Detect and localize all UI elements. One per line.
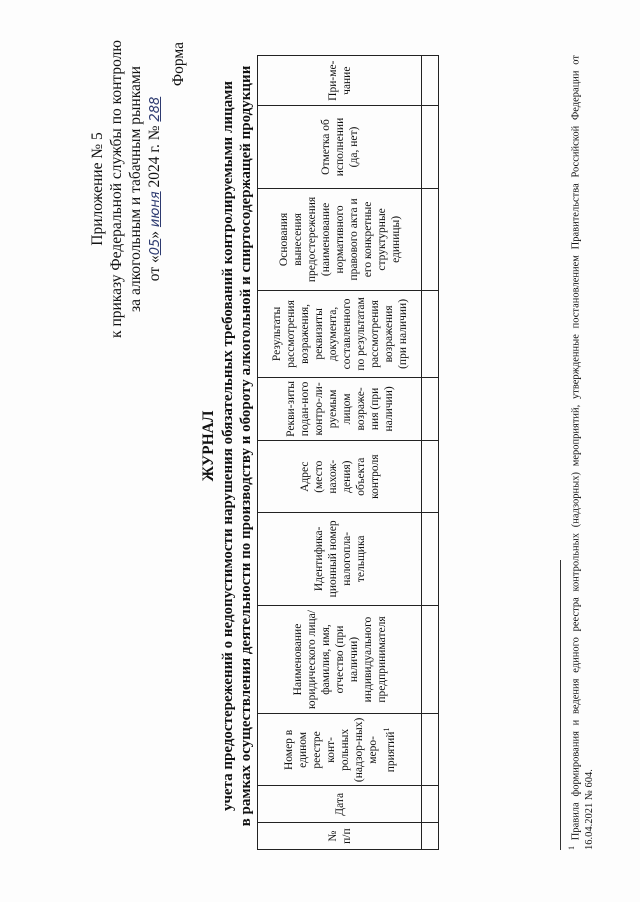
footnote-mark: 1 — [567, 846, 576, 850]
col-date: Дата — [258, 786, 422, 823]
footnote-text: Правила формирования и ведения единого реестра контрольных (надзорных) мероприятий, утвержденные постановлением Правительства Российской Федерации от 16.04.2021 № 604. — [570, 55, 595, 850]
col-entity-name: Наименование юридического лица/фамилия, имя, отчество (при наличии) индивидуального предпринимателя — [258, 605, 422, 714]
table-cell — [422, 56, 439, 106]
journal-title — [200, 30, 255, 862]
col-address: Адрес (место нахож-дения) объекта контроля — [258, 441, 422, 513]
table-cell — [422, 377, 439, 441]
date-suffix: 2024 г. № — [146, 121, 163, 192]
journal-title-main: ЖУРНАЛ — [200, 410, 217, 482]
form-label: Форма — [170, 42, 187, 87]
handwritten-month: июня — [148, 191, 163, 228]
appendix-number: Приложение № 5 — [89, 132, 106, 246]
handwritten-number: 288 — [148, 96, 163, 122]
col-grounds: Основания вынесения предостережения (наименование нормативного правового акта и его конкретные структурные единицы) — [258, 188, 422, 291]
col-inn: Идентифика-ционный номер налогопла-тельщика — [258, 513, 422, 605]
table-cell — [422, 106, 439, 188]
table-cell — [422, 605, 439, 714]
appendix-agency-line: за алкогольным и табачным рынками — [127, 66, 144, 312]
table-cell — [422, 513, 439, 605]
col-number: № п/п — [258, 823, 422, 850]
table-row — [422, 56, 439, 850]
col-execution-mark: Отметка об исполнении (да, нет) — [258, 106, 422, 188]
table-header-row — [258, 56, 422, 850]
col-registry-number: Номер в едином реестре конт-рольных (надзор-ных) меро-приятий$^1$ — [258, 714, 422, 786]
date-mid: » — [146, 227, 163, 239]
journal-table — [257, 55, 439, 850]
journal-title-sub1: учета предостережений о недопустимости нарушения обязательных требований контролируемыми лицами — [220, 80, 236, 812]
col-objection-result: Результаты рассмотрения возражения, реквизиты документа, составленного по результатам рассмотрения возражения (при наличии) — [258, 291, 422, 377]
table-cell — [422, 714, 439, 786]
table-cell — [422, 441, 439, 513]
appendix-date-line — [145, 40, 165, 338]
table-cell — [422, 188, 439, 291]
table-cell — [422, 823, 439, 850]
col-objection-details: Рекви-зиты подан-ного контро-ли-руемым лицом возраже-ния (при наличии) — [258, 377, 422, 441]
footnote-divider — [560, 560, 561, 850]
appendix-header — [88, 40, 165, 338]
footnote — [565, 55, 596, 850]
table-cell — [422, 786, 439, 823]
handwritten-day: 05 — [148, 238, 163, 256]
appendix-order-line: к приказу Федеральной службы по контролю — [108, 40, 125, 338]
footnote-ref: 1 — [381, 727, 391, 732]
journal-title-sub2: в рамках осуществления деятельности по производству и обороту алкогольной и спиртосодержащей продукции — [238, 65, 254, 827]
table-cell — [422, 291, 439, 377]
date-prefix: от « — [146, 255, 163, 282]
col-note: При-ме-чание — [258, 56, 422, 106]
